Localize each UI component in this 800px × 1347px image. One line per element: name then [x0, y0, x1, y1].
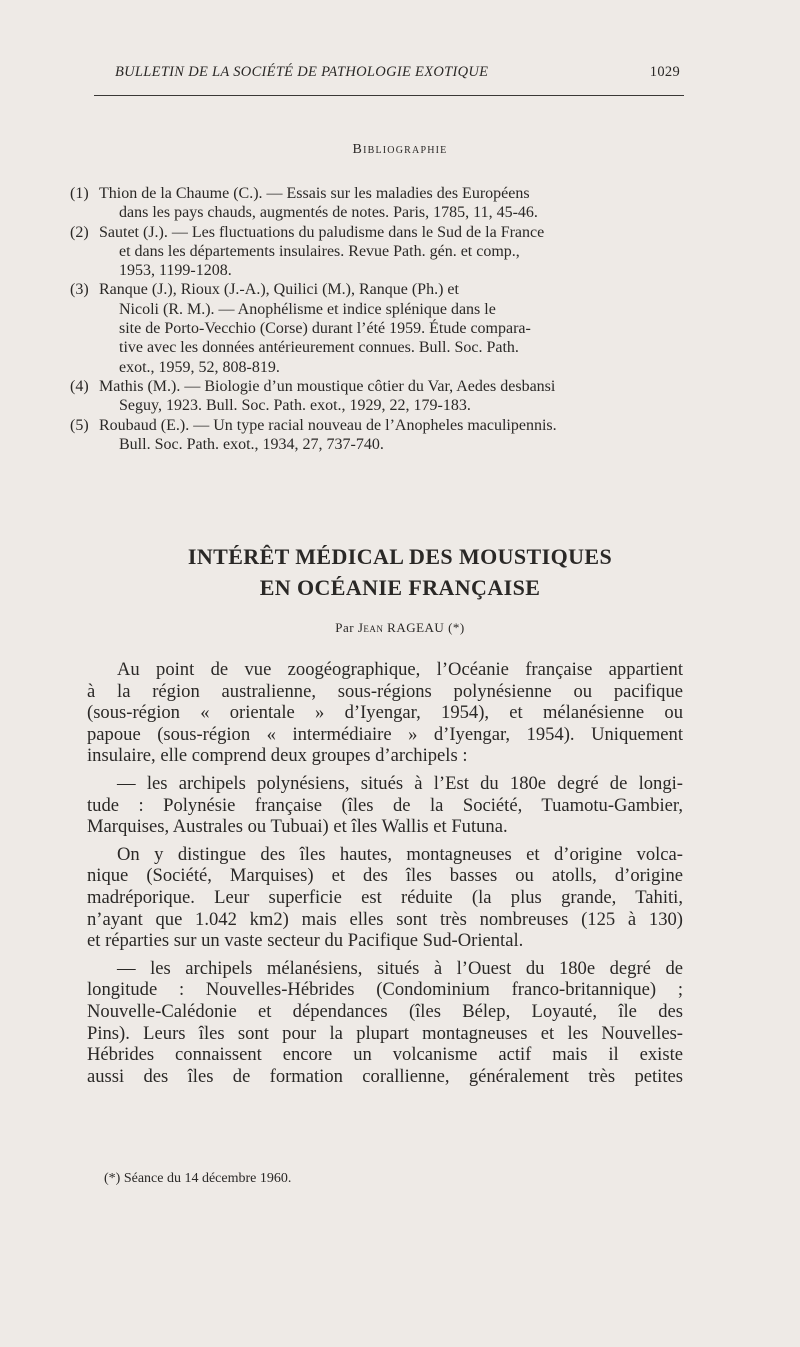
footnote-mark: (*)	[104, 1171, 121, 1186]
reference-line: Nicoli (R. M.). — Anophélisme et indice splénique dans le	[119, 300, 496, 318]
reference-item	[70, 416, 685, 455]
reference-line: Roubaud (E.). — Un type racial nouveau de l’Anopheles maculipennis.	[99, 416, 557, 434]
paragraph-line: nique (Société, Marquises) et des îles basses ou atolls, d’origine	[87, 865, 683, 887]
bibliography-heading: Bibliographie	[352, 142, 448, 157]
paragraph-line: madréporique. Leur superficie est réduite (la plus grande, Tahiti,	[87, 886, 683, 908]
paragraph	[87, 773, 683, 838]
article-title	[0, 541, 800, 603]
author-first-name: Jean	[357, 620, 384, 635]
reference-number: (5)	[70, 416, 89, 434]
paragraph-line: (sous-région « orientale » d’Iyengar, 1954), et mélanésienne ou	[87, 702, 683, 724]
page-number: 1029	[649, 64, 680, 80]
reference-line: site de Porto-Vecchio (Corse) durant l’été 1959. Étude compara-	[119, 320, 531, 338]
journal-title: BULLETIN DE LA SOCIÉTÉ DE PATHOLOGIE EXOTIQUE	[115, 64, 489, 80]
reference-line: Sautet (J.). — Les fluctuations du paludisme dans le Sud de la France	[99, 223, 545, 241]
paragraph-line: papoue (sous-région « intermédiaire » d’Iyengar, 1954). Uniquement	[87, 723, 683, 745]
reference-line: et dans les départements insulaires. Revue Path. gén. et comp.,	[119, 242, 520, 260]
reference-number: (2)	[70, 223, 89, 241]
title-line: INTÉRÊT MÉDICAL DES MOUSTIQUES	[187, 544, 613, 569]
paragraph-line: et réparties sur un vaste secteur du Pacifique Sud-Oriental.	[87, 930, 524, 952]
paragraph	[87, 958, 683, 1088]
footnote	[104, 1171, 291, 1187]
reference-item	[70, 280, 685, 376]
paragraph-line: longitude : Nouvelles-Hébrides (Condominium franco-britannique) ;	[87, 979, 683, 1001]
article-body	[87, 659, 683, 1093]
paragraph-line: Pins). Leurs îles sont pour la plupart montagneuses et les Nouvelles-	[87, 1022, 683, 1044]
paragraph	[87, 659, 683, 767]
reference-line: Ranque (J.), Rioux (J.-A.), Quilici (M.), Ranque (Ph.) et	[99, 281, 459, 299]
reference-number: (1)	[70, 185, 89, 202]
reference-line: Bull. Soc. Path. exot., 1934, 27, 737-740.	[119, 435, 384, 453]
paragraph-line: à la région australienne, sous-régions polynésienne ou pacifique	[87, 680, 683, 702]
byline	[0, 620, 800, 636]
paragraph-line: tude : Polynésie française (îles de la Société, Tuamotu-Gambier,	[87, 794, 683, 816]
reference-line: tive avec les données antérieurement connues. Bull. Soc. Path.	[119, 339, 519, 357]
paragraph-line: insulaire, elle comprend deux groupes d’archipels :	[87, 745, 468, 767]
byline-prefix: Par	[335, 620, 355, 635]
paragraph-line: — les archipels mélanésiens, situés à l’Ouest du 180e degré de	[117, 957, 683, 979]
reference-number: (3)	[70, 281, 89, 299]
paragraph-line: Nouvelle-Calédonie et dépendances (îles Bélep, Loyauté, île des	[87, 1000, 683, 1022]
paragraph-line: Au point de vue zoogéographique, l’Océanie française appartient	[117, 659, 683, 680]
paragraph-line: — les archipels polynésiens, situés à l’Est du 180e degré de longi-	[117, 772, 683, 794]
paragraph-line: Marquises, Australes ou Tubuai) et îles Wallis et Futuna.	[87, 816, 508, 838]
reference-line: dans les pays chauds, augmentés de notes. Paris, 1785, 11, 45-46.	[119, 204, 538, 222]
reference-number: (4)	[70, 377, 89, 395]
author-footnote-mark: (*)	[448, 620, 465, 635]
reference-line: Thion de la Chaume (C.). — Essais sur les maladies des Européens	[99, 185, 530, 202]
reference-line: exot., 1959, 52, 808-819.	[119, 358, 280, 376]
author-last-name: RAGEAU	[387, 620, 445, 635]
reference-item	[70, 377, 685, 416]
reference-line: Seguy, 1923. Bull. Soc. Path. exot., 1929, 22, 179-183.	[119, 397, 471, 415]
reference-line: Mathis (M.). — Biologie d’un moustique côtier du Var, Aedes desbansi	[99, 377, 556, 395]
reference-line: 1953, 1199-1208.	[119, 262, 232, 280]
title-line: EN OCÉANIE FRANÇAISE	[259, 575, 541, 600]
reference-item	[70, 184, 685, 223]
paragraph-line: n’ayant que 1.042 km2) mais elles sont très nombreuses (125 à 130)	[87, 908, 683, 930]
paragraph-line: On y distingue des îles hautes, montagneuses et d’origine volca-	[117, 843, 683, 865]
footnote-text: Séance du 14 décembre 1960.	[123, 1171, 292, 1186]
reference-list	[70, 184, 685, 454]
reference-item	[70, 223, 685, 281]
paragraph-line: Hébrides connaissent encore un volcanisme actif mais il existe	[87, 1044, 683, 1066]
paragraph	[87, 844, 683, 952]
header-rule	[94, 95, 684, 96]
paragraph-line: aussi des îles de formation corallienne, généralement très petites	[87, 1065, 683, 1087]
